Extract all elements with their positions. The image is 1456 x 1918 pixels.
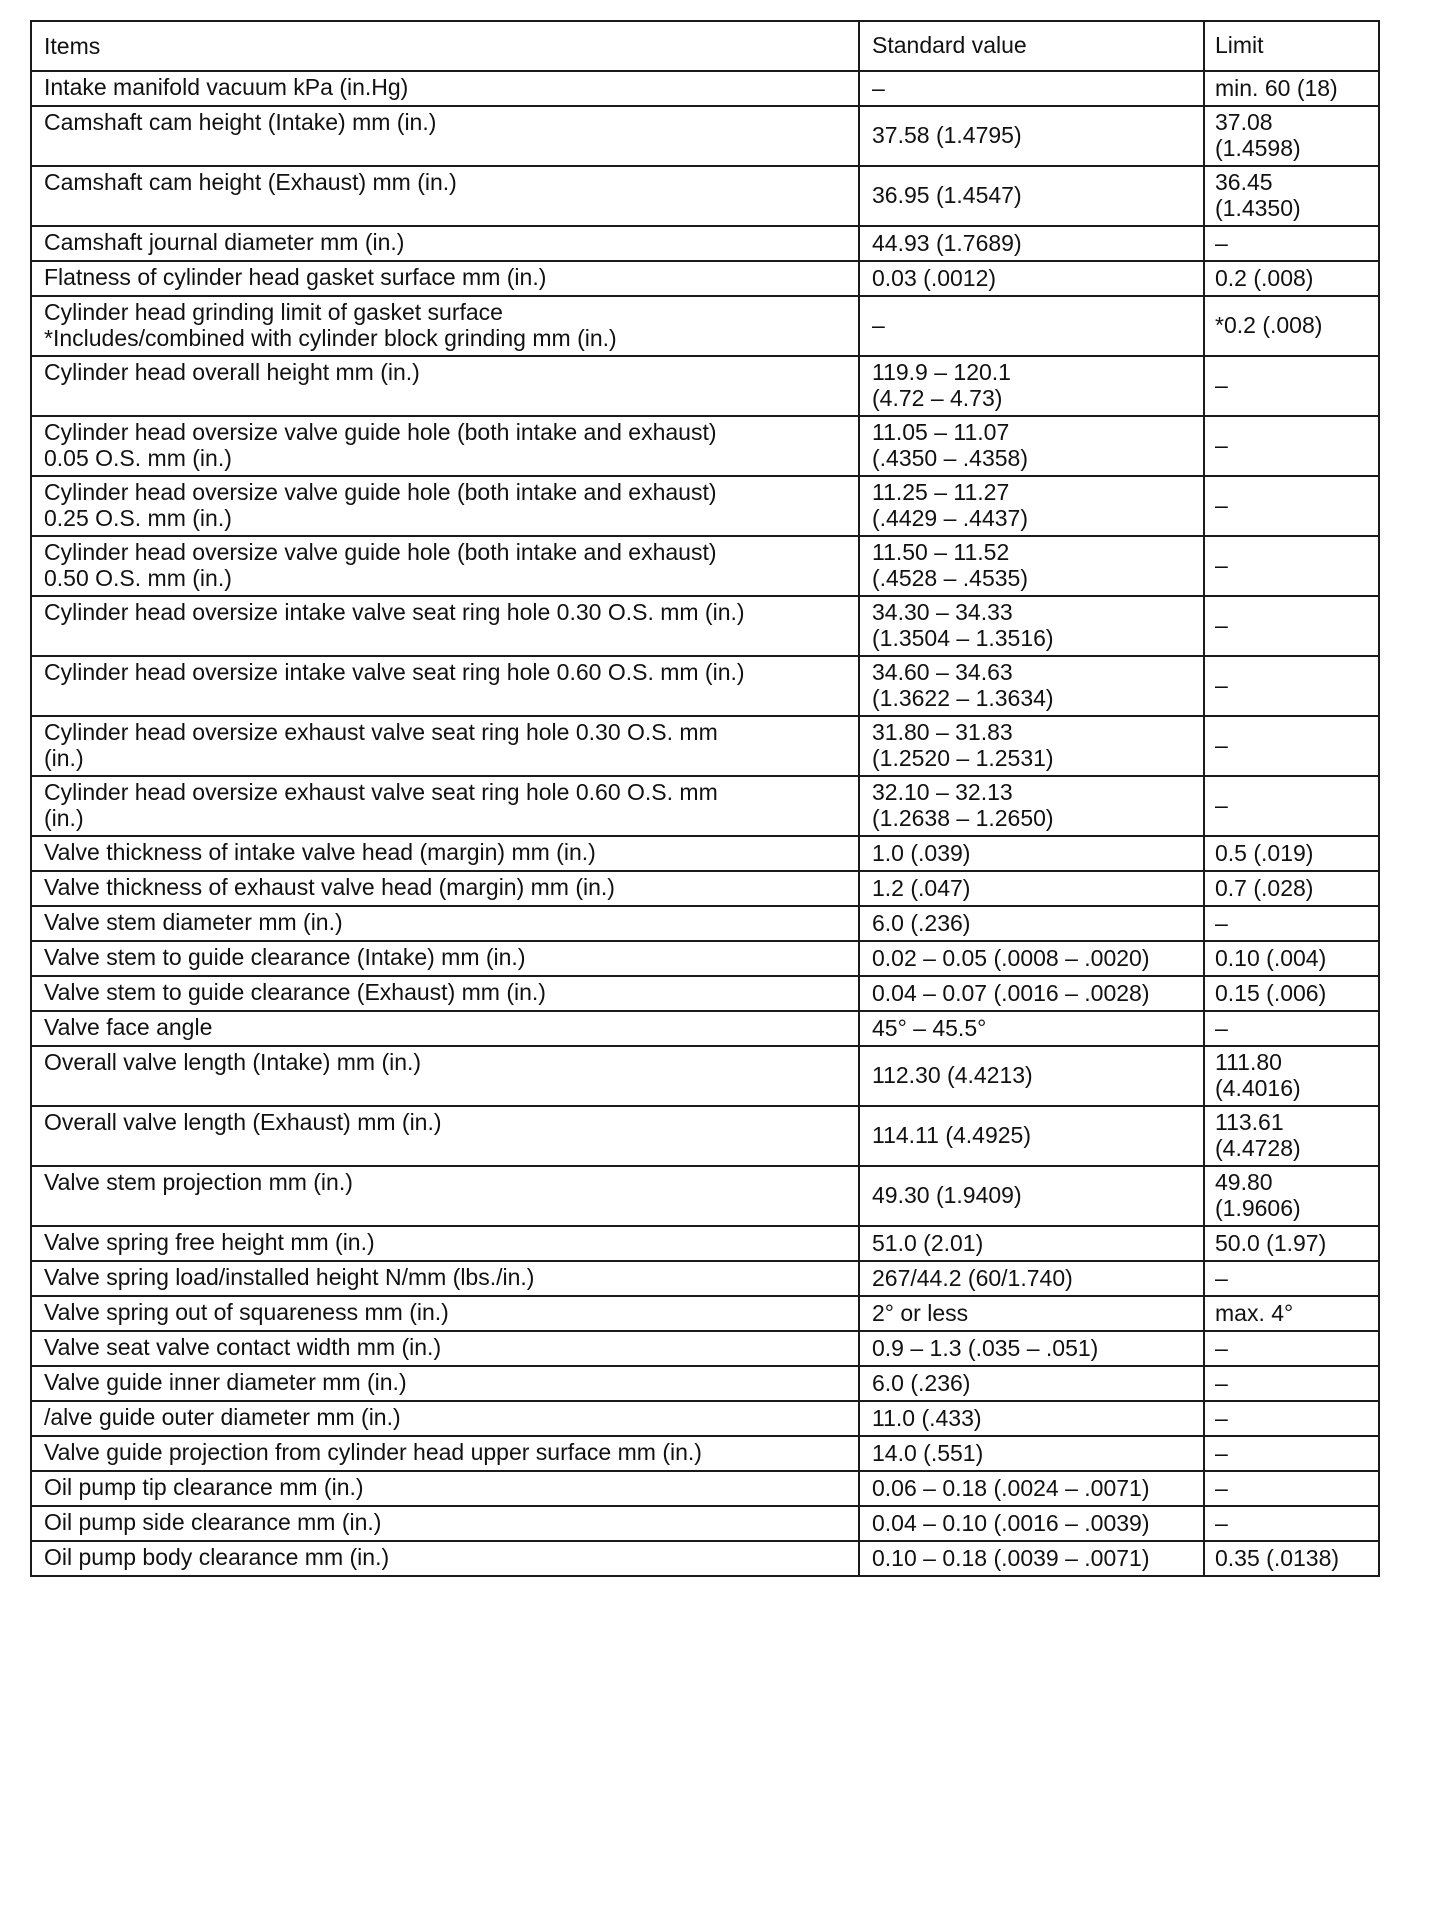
item-cell — [31, 976, 859, 1011]
limit-text: 0.2 (.008) — [1215, 264, 1314, 291]
item-cell — [31, 1226, 859, 1261]
item-text: Valve spring out of squareness mm (in.) — [44, 1299, 449, 1325]
standard-value-text: 11.25 – 11.27 — [872, 479, 1010, 505]
item-text: Oil pump tip clearance mm (in.) — [44, 1474, 364, 1500]
item-text: Cylinder head overall height mm (in.) — [44, 359, 420, 385]
table-row — [31, 716, 1379, 776]
item-cell — [31, 596, 859, 656]
standard-value-text: 51.0 (2.01) — [872, 1229, 984, 1256]
limit-text: – — [1215, 612, 1228, 638]
standard-value-text: 34.60 – 34.63 — [872, 659, 1013, 685]
limit-text: – — [1215, 1334, 1228, 1361]
item-cell — [31, 1436, 859, 1471]
standard-value-text: 14.0 (.551) — [872, 1439, 984, 1466]
header-limit: Limit — [1204, 21, 1379, 71]
limit-cell — [1204, 476, 1379, 536]
limit-text: – — [1215, 1404, 1228, 1431]
limit-text: max. 4° — [1215, 1299, 1294, 1326]
standard-value-cell — [859, 1541, 1204, 1576]
limit-cell — [1204, 1331, 1379, 1366]
item-text: Cylinder head oversize intake valve seat ring hole 0.60 O.S. mm (in.) — [44, 659, 745, 685]
standard-value-text: (1.3622 – 1.3634) — [872, 685, 1054, 711]
limit-text: – — [1215, 732, 1228, 758]
limit-text: – — [1215, 432, 1228, 458]
limit-text: – — [1215, 1439, 1228, 1466]
table-row — [31, 1471, 1379, 1506]
table-row — [31, 941, 1379, 976]
item-text: Valve face angle — [44, 1014, 213, 1040]
limit-cell — [1204, 1046, 1379, 1106]
limit-text: – — [1215, 1014, 1228, 1041]
table-row — [31, 1331, 1379, 1366]
standard-value-cell — [859, 296, 1204, 356]
limit-text: – — [1215, 1509, 1228, 1536]
standard-value-text: 0.02 – 0.05 (.0008 – .0020) — [872, 944, 1150, 971]
limit-text: (4.4016) — [1215, 1075, 1301, 1101]
limit-text: (1.9606) — [1215, 1195, 1301, 1221]
limit-cell — [1204, 261, 1379, 296]
item-cell — [31, 1106, 859, 1166]
limit-cell — [1204, 776, 1379, 836]
item-cell — [31, 871, 859, 906]
standard-value-text: 11.0 (.433) — [872, 1404, 982, 1431]
item-cell — [31, 776, 859, 836]
standard-value-cell — [859, 166, 1204, 226]
item-text: Valve spring load/installed height N/mm (lbs./in.) — [44, 1264, 535, 1290]
table-row — [31, 1541, 1379, 1576]
standard-value-text: – — [872, 74, 885, 101]
standard-value-cell — [859, 1296, 1204, 1331]
standard-value-cell — [859, 536, 1204, 596]
item-cell — [31, 356, 859, 416]
standard-value-text: 37.58 (1.4795) — [872, 122, 1022, 148]
item-cell — [31, 71, 859, 106]
table-row — [31, 976, 1379, 1011]
standard-value-cell — [859, 871, 1204, 906]
item-text: Camshaft cam height (Exhaust) mm (in.) — [44, 169, 457, 195]
limit-cell — [1204, 1011, 1379, 1046]
item-text: Cylinder head oversize exhaust valve seat ring hole 0.30 O.S. mm — [44, 719, 718, 745]
limit-text: – — [1215, 372, 1228, 398]
table-row — [31, 226, 1379, 261]
limit-cell — [1204, 656, 1379, 716]
standard-value-cell — [859, 596, 1204, 656]
standard-value-cell — [859, 1506, 1204, 1541]
standard-value-text: 6.0 (.236) — [872, 909, 971, 936]
standard-value-cell — [859, 716, 1204, 776]
table-row — [31, 1106, 1379, 1166]
item-cell — [31, 1166, 859, 1226]
limit-text: – — [1215, 1369, 1228, 1396]
standard-value-text: 49.30 (1.9409) — [872, 1182, 1022, 1208]
limit-text: – — [1215, 229, 1228, 256]
standard-value-text: 11.50 – 11.52 — [872, 539, 1010, 565]
item-text: 0.05 O.S. mm (in.) — [44, 445, 232, 471]
item-text: Cylinder head oversize valve guide hole (both intake and exhaust) — [44, 539, 717, 565]
item-text: Overall valve length (Exhaust) mm (in.) — [44, 1109, 442, 1135]
limit-cell — [1204, 596, 1379, 656]
item-text: Cylinder head oversize exhaust valve seat ring hole 0.60 O.S. mm — [44, 779, 718, 805]
standard-value-text: 114.11 (4.4925) — [872, 1122, 1031, 1148]
item-text: /alve guide outer diameter mm (in.) — [44, 1404, 401, 1430]
item-cell — [31, 226, 859, 261]
limit-cell — [1204, 226, 1379, 261]
standard-value-cell — [859, 1226, 1204, 1261]
limit-text: – — [1215, 1474, 1228, 1501]
item-cell — [31, 166, 859, 226]
limit-cell — [1204, 1366, 1379, 1401]
standard-value-text: (4.72 – 4.73) — [872, 385, 1003, 411]
item-text: Valve guide projection from cylinder head upper surface mm (in.) — [44, 1439, 702, 1465]
standard-value-cell — [859, 906, 1204, 941]
table-row — [31, 776, 1379, 836]
standard-value-text: 2° or less — [872, 1299, 969, 1326]
standard-value-cell — [859, 71, 1204, 106]
limit-text: 0.7 (.028) — [1215, 874, 1314, 901]
item-cell — [31, 1296, 859, 1331]
item-text: Valve spring free height mm (in.) — [44, 1229, 375, 1255]
limit-cell — [1204, 356, 1379, 416]
standard-value-text: 1.2 (.047) — [872, 874, 971, 901]
table-row — [31, 1401, 1379, 1436]
table-row — [31, 1366, 1379, 1401]
standard-value-text: 45° – 45.5° — [872, 1014, 987, 1041]
item-cell — [31, 536, 859, 596]
limit-text: min. 60 (18) — [1215, 74, 1338, 101]
standard-value-cell — [859, 776, 1204, 836]
limit-cell — [1204, 836, 1379, 871]
table-row — [31, 536, 1379, 596]
table-row — [31, 476, 1379, 536]
standard-value-text: 0.06 – 0.18 (.0024 – .0071) — [872, 1474, 1150, 1501]
standard-value-cell — [859, 941, 1204, 976]
standard-value-cell — [859, 416, 1204, 476]
standard-value-cell — [859, 356, 1204, 416]
limit-cell — [1204, 871, 1379, 906]
standard-value-text: 31.80 – 31.83 — [872, 719, 1013, 745]
standard-value-cell — [859, 1366, 1204, 1401]
standard-value-text: 0.10 – 0.18 (.0039 – .0071) — [872, 1544, 1150, 1571]
item-cell — [31, 416, 859, 476]
item-cell — [31, 836, 859, 871]
item-cell — [31, 716, 859, 776]
standard-value-text: 112.30 (4.4213) — [872, 1062, 1033, 1088]
limit-text: – — [1215, 492, 1228, 518]
limit-text: 36.45 — [1215, 169, 1273, 195]
standard-value-text: 32.10 – 32.13 — [872, 779, 1013, 805]
item-text: (in.) — [44, 745, 84, 771]
limit-cell — [1204, 71, 1379, 106]
table-row — [31, 261, 1379, 296]
item-text: Camshaft cam height (Intake) mm (in.) — [44, 109, 437, 135]
table-row — [31, 71, 1379, 106]
standard-value-text: (.4350 – .4358) — [872, 445, 1029, 471]
item-cell — [31, 1366, 859, 1401]
item-text: Valve thickness of exhaust valve head (margin) mm (in.) — [44, 874, 615, 900]
standard-value-text: 44.93 (1.7689) — [872, 229, 1022, 256]
standard-value-cell — [859, 106, 1204, 166]
standard-value-text: (1.2520 – 1.2531) — [872, 745, 1054, 771]
item-cell — [31, 1471, 859, 1506]
standard-value-cell — [859, 836, 1204, 871]
standard-value-cell — [859, 1401, 1204, 1436]
limit-text: 49.80 — [1215, 1169, 1273, 1195]
standard-value-cell — [859, 1261, 1204, 1296]
item-text: Cylinder head oversize intake valve seat ring hole 0.30 O.S. mm (in.) — [44, 599, 745, 625]
table-row — [31, 1506, 1379, 1541]
limit-cell — [1204, 716, 1379, 776]
standard-value-text: 0.03 (.0012) — [872, 264, 997, 291]
item-text: (in.) — [44, 805, 84, 831]
limit-cell — [1204, 106, 1379, 166]
standard-value-cell — [859, 1331, 1204, 1366]
item-text: 0.50 O.S. mm (in.) — [44, 565, 232, 591]
item-cell — [31, 1541, 859, 1576]
limit-cell — [1204, 1166, 1379, 1226]
item-text: Valve stem to guide clearance (Exhaust) mm (in.) — [44, 979, 546, 1005]
item-text: 0.25 O.S. mm (in.) — [44, 505, 232, 531]
limit-text: 111.80 — [1215, 1049, 1282, 1075]
item-text: Camshaft journal diameter mm (in.) — [44, 229, 405, 255]
standard-value-cell — [859, 261, 1204, 296]
item-text: Valve thickness of intake valve head (margin) mm (in.) — [44, 839, 596, 865]
item-text: Valve seat valve contact width mm (in.) — [44, 1334, 442, 1360]
table-row — [31, 836, 1379, 871]
standard-value-text: – — [872, 312, 885, 338]
header-items: Items — [31, 21, 859, 71]
standard-value-text: 36.95 (1.4547) — [872, 182, 1022, 208]
table-row — [31, 596, 1379, 656]
limit-text: 0.5 (.019) — [1215, 839, 1314, 866]
item-cell — [31, 1506, 859, 1541]
table-row — [31, 656, 1379, 716]
standard-value-cell — [859, 976, 1204, 1011]
limit-text: 0.15 (.006) — [1215, 979, 1327, 1006]
item-text: Cylinder head oversize valve guide hole (both intake and exhaust) — [44, 479, 717, 505]
item-cell — [31, 106, 859, 166]
limit-cell — [1204, 1261, 1379, 1296]
item-text: *Includes/combined with cylinder block grinding mm (in.) — [44, 325, 617, 351]
table-row — [31, 296, 1379, 356]
standard-value-cell — [859, 1471, 1204, 1506]
standard-value-text: 0.9 – 1.3 (.035 – .051) — [872, 1334, 1099, 1361]
item-text: Oil pump side clearance mm (in.) — [44, 1509, 382, 1535]
specifications-table — [30, 20, 1380, 1577]
limit-cell — [1204, 1401, 1379, 1436]
standard-value-text: (.4528 – .4535) — [872, 565, 1029, 591]
item-text: Cylinder head grinding limit of gasket surface — [44, 299, 503, 325]
item-text: Intake manifold vacuum kPa (in.Hg) — [44, 74, 409, 100]
table-row — [31, 356, 1379, 416]
item-text: Valve stem projection mm (in.) — [44, 1169, 353, 1195]
specifications-table-body — [31, 21, 1379, 1576]
limit-cell — [1204, 1106, 1379, 1166]
limit-cell — [1204, 296, 1379, 356]
item-text: Flatness of cylinder head gasket surface mm (in.) — [44, 264, 547, 290]
limit-cell — [1204, 941, 1379, 976]
item-text: Valve stem to guide clearance (Intake) mm (in.) — [44, 944, 526, 970]
limit-text: 113.61 — [1215, 1109, 1284, 1135]
standard-value-text: 267/44.2 (60/1.740) — [872, 1264, 1073, 1291]
table-row — [31, 1436, 1379, 1471]
table-row — [31, 416, 1379, 476]
limit-cell — [1204, 536, 1379, 596]
standard-value-text: (1.2638 – 1.2650) — [872, 805, 1054, 831]
table-row — [31, 1046, 1379, 1106]
item-cell — [31, 476, 859, 536]
item-cell — [31, 1401, 859, 1436]
standard-value-text: 119.9 – 120.1 — [872, 359, 1011, 385]
standard-value-text: 0.04 – 0.07 (.0016 – .0028) — [872, 979, 1150, 1006]
table-row — [31, 166, 1379, 226]
standard-value-text: 0.04 – 0.10 (.0016 – .0039) — [872, 1509, 1150, 1536]
standard-value-text: 6.0 (.236) — [872, 1369, 971, 1396]
standard-value-cell — [859, 226, 1204, 261]
limit-cell — [1204, 976, 1379, 1011]
item-cell — [31, 941, 859, 976]
limit-cell — [1204, 1436, 1379, 1471]
standard-value-text: 1.0 (.039) — [872, 839, 971, 866]
item-cell — [31, 1011, 859, 1046]
limit-cell — [1204, 906, 1379, 941]
standard-value-cell — [859, 1436, 1204, 1471]
table-row — [31, 1011, 1379, 1046]
limit-text: 0.10 (.004) — [1215, 944, 1327, 971]
limit-text: – — [1215, 909, 1228, 936]
limit-text: 0.35 (.0138) — [1215, 1544, 1340, 1571]
table-row — [31, 1296, 1379, 1331]
limit-text: 37.08 — [1215, 109, 1273, 135]
limit-cell — [1204, 416, 1379, 476]
item-cell — [31, 656, 859, 716]
item-text: Valve guide inner diameter mm (in.) — [44, 1369, 407, 1395]
item-text: Valve stem diameter mm (in.) — [44, 909, 343, 935]
item-cell — [31, 906, 859, 941]
table-row — [31, 871, 1379, 906]
limit-text: *0.2 (.008) — [1215, 312, 1323, 338]
item-text: Oil pump body clearance mm (in.) — [44, 1544, 390, 1570]
limit-text: (1.4350) — [1215, 195, 1301, 221]
standard-value-text: (.4429 – .4437) — [872, 505, 1029, 531]
limit-cell — [1204, 1506, 1379, 1541]
standard-value-text: (1.3504 – 1.3516) — [872, 625, 1054, 651]
limit-text: – — [1215, 552, 1228, 578]
standard-value-cell — [859, 1106, 1204, 1166]
limit-text: (1.4598) — [1215, 135, 1301, 161]
limit-cell — [1204, 1296, 1379, 1331]
item-text: Overall valve length (Intake) mm (in.) — [44, 1049, 422, 1075]
table-row — [31, 106, 1379, 166]
limit-cell — [1204, 1541, 1379, 1576]
limit-text: – — [1215, 672, 1228, 698]
table-row — [31, 1226, 1379, 1261]
limit-text: – — [1215, 792, 1228, 818]
standard-value-cell — [859, 1011, 1204, 1046]
header-standard-value: Standard value — [859, 21, 1204, 71]
standard-value-cell — [859, 476, 1204, 536]
item-cell — [31, 1046, 859, 1106]
limit-cell — [1204, 1226, 1379, 1261]
standard-value-cell — [859, 1046, 1204, 1106]
limit-text: 50.0 (1.97) — [1215, 1229, 1327, 1256]
limit-text: – — [1215, 1264, 1228, 1291]
item-cell — [31, 261, 859, 296]
table-row — [31, 1261, 1379, 1296]
standard-value-text: 34.30 – 34.33 — [872, 599, 1013, 625]
limit-cell — [1204, 1471, 1379, 1506]
table-header-row — [31, 21, 1379, 71]
table-row — [31, 906, 1379, 941]
table-row — [31, 1166, 1379, 1226]
limit-text: (4.4728) — [1215, 1135, 1301, 1161]
standard-value-text: 11.05 – 11.07 — [872, 419, 1010, 445]
standard-value-cell — [859, 1166, 1204, 1226]
limit-cell — [1204, 166, 1379, 226]
item-cell — [31, 1331, 859, 1366]
item-cell — [31, 296, 859, 356]
item-text: Cylinder head oversize valve guide hole (both intake and exhaust) — [44, 419, 717, 445]
standard-value-cell — [859, 656, 1204, 716]
item-cell — [31, 1261, 859, 1296]
